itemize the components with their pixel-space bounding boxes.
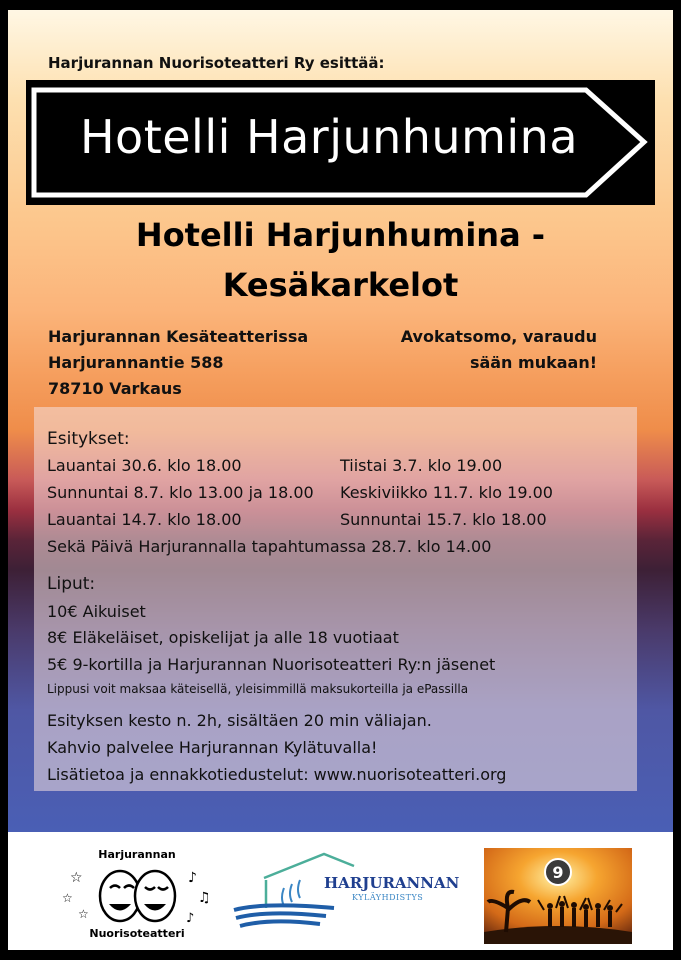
nine-card-logo (484, 848, 632, 944)
ticket-price: 10€ Aikuiset (47, 602, 146, 621)
extra-show: Sekä Päivä Harjurannalla tapahtumassa 28.7. klo 14.00 (47, 537, 492, 556)
theatre-masks-logo (52, 842, 222, 942)
svg-text:♫: ♫ (198, 890, 211, 906)
svg-text:♪: ♪ (186, 911, 195, 926)
show-date: Lauantai 30.6. klo 18.00 (47, 456, 242, 475)
road-sign-banner (26, 80, 655, 205)
village-association-logo (230, 844, 460, 934)
show-title-line2: Kesäkarkelot (222, 266, 459, 304)
svg-text:☆: ☆ (70, 870, 83, 886)
shows-heading: Esitykset: (47, 429, 130, 449)
show-title-line1: Hotelli Harjunhumina - (135, 216, 546, 254)
sponsor-logos (8, 832, 673, 950)
svg-text:☆: ☆ (62, 891, 73, 905)
svg-text:☆: ☆ (78, 907, 89, 921)
sign-title: Hotelli Harjunhumina (79, 110, 579, 164)
card-number: 9 (552, 863, 564, 882)
theatre-logo-top: Harjurannan (98, 848, 176, 861)
weather-note-line1: Avokatsomo, varaudu (400, 327, 597, 346)
ticket-price: 5€ 9-kortilla ja Harjurannan Nuorisoteatteri Ry:n jäsenet (47, 655, 496, 674)
show-date: Keskiviikko 11.7. klo 19.00 (340, 483, 553, 502)
show-date: Lauantai 14.7. klo 18.00 (47, 510, 242, 529)
weather-note-line2: sään mukaan! (469, 353, 597, 372)
ticket-price: 8€ Eläkeläiset, opiskelijat ja alle 18 vuotiaat (47, 628, 399, 647)
venue-name: Harjurannan Kesäteatterissa (48, 327, 309, 346)
theatre-logo-bottom: Nuorisoteatteri (89, 927, 185, 940)
detail-line: Lisätietoa ja ennakkotiedustelut: www.nuorisoteatteri.org (47, 765, 507, 784)
village-logo-bottom: KYLÄYHDISTYS (352, 893, 424, 902)
detail-line: Esityksen kesto n. 2h, sisältäen 20 min väliajan. (47, 711, 432, 730)
payment-note: Lippusi voit maksaa käteisellä, yleisimmillä maksukorteilla ja ePassilla (47, 682, 469, 696)
tickets-heading: Liput: (47, 574, 96, 594)
show-date: Sunnuntai 15.7. klo 18.00 (340, 510, 547, 529)
detail-line: Kahvio palvelee Harjurannan Kylätuvalla! (47, 738, 378, 757)
presenter-intro: Harjurannan Nuorisoteatteri Ry esittää: (48, 54, 385, 72)
show-date: Tiistai 3.7. klo 19.00 (340, 456, 503, 475)
venue-street: Harjurannantie 588 (48, 353, 224, 372)
village-logo-top: HARJURANNAN (324, 874, 460, 892)
svg-text:♪: ♪ (188, 870, 197, 886)
venue-city: 78710 Varkaus (48, 379, 182, 398)
show-date: Sunnuntai 8.7. klo 13.00 ja 18.00 (47, 483, 314, 502)
info-panel (34, 407, 637, 791)
